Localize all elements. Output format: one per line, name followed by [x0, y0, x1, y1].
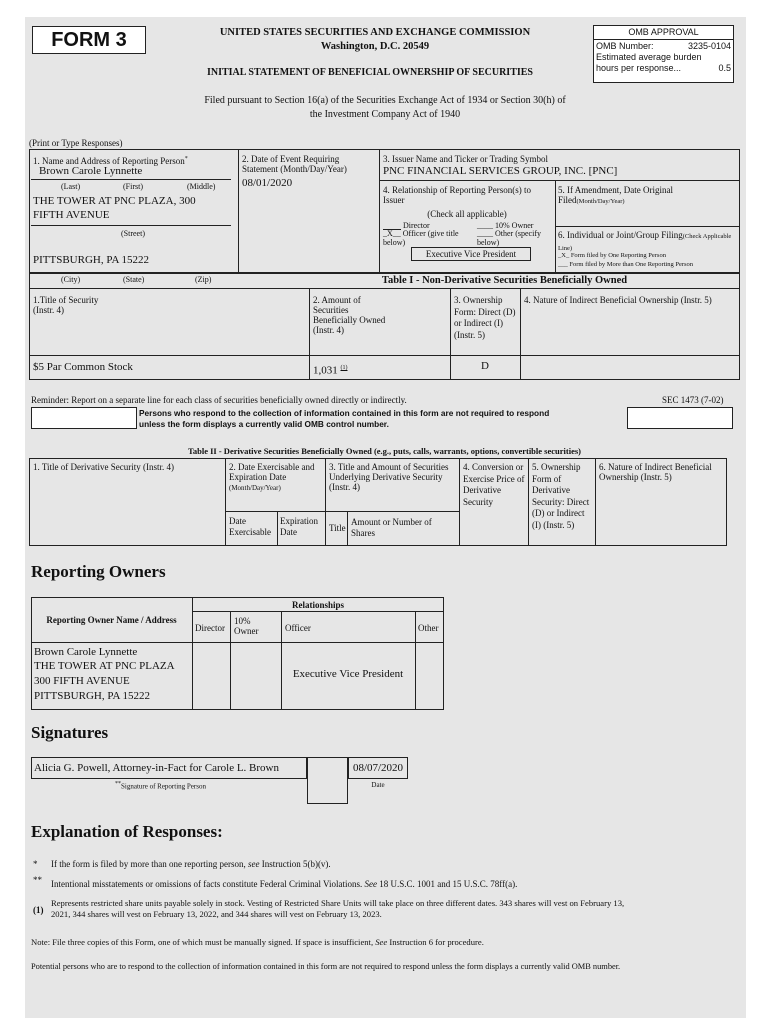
sec-number: SEC 1473 (7-02) — [662, 395, 724, 405]
explanation-2-mark: ** — [33, 875, 42, 885]
table2-sub-amount: Amount or Number of Shares — [351, 517, 432, 538]
other-option[interactable]: ____ Other (specify below) — [477, 229, 541, 247]
table2-col2-small: (Month/Day/Year) — [229, 484, 281, 492]
omb-hours-value: 0.5 — [718, 63, 731, 73]
explanation-3-line2: 2021, 344 shares will vest on February 13, 2022, and 344 shares will vest on February 13, 2023. — [51, 909, 382, 919]
box3-label: 3. Issuer Name and Ticker or Trading Symbol — [383, 154, 548, 164]
filed-pursuant-line2: the Investment Company Act of 1940 — [309, 109, 461, 120]
omb-approval-box — [593, 25, 734, 83]
reminder-text: Reminder: Report on a separate line for each class of securities beneficially owned directly or indirectly. — [31, 395, 407, 405]
filed-pursuant-line1: Filed pursuant to Section 16(a) of the Securities Exchange Act of 1934 or Section 30(h) of — [204, 95, 566, 106]
reporting-person-name: Brown Carole Lynnette — [39, 165, 143, 177]
col-owner-name: Reporting Owner Name / Address — [46, 615, 177, 625]
reporting-owners-heading: Reporting Owners — [31, 562, 166, 581]
reminder-left-box — [31, 407, 137, 429]
street-line2: FIFTH AVENUE — [33, 209, 110, 221]
table1-col1: 1.Title of Security (Instr. 4) — [33, 295, 99, 315]
table2-col2: 2. Date Exercisable and Expiration Date (Month/Day/Year) — [229, 462, 315, 492]
street-line1: THE TOWER AT PNC PLAZA, 300 — [33, 195, 196, 207]
check-all-applicable: (Check all applicable) — [427, 209, 507, 219]
box2-label: 2. Date of Event Requiring Statement (Month/Day/Year) — [242, 154, 347, 174]
table2-sub-title: Title — [329, 523, 346, 533]
explanation-3-mark: (1) — [33, 905, 44, 915]
table2-col6: 6. Nature of Indirect Beneficial Ownership (Instr. 5) — [599, 462, 712, 482]
col-other: Other — [418, 623, 439, 633]
director-option[interactable]: Director — [383, 221, 473, 230]
col-relationships: Relationships — [291, 600, 344, 610]
owner-line2: THE TOWER AT PNC PLAZA — [34, 660, 175, 672]
event-date: 08/01/2020 — [242, 177, 293, 189]
box5-label-small: (Month/Day/Year) — [576, 198, 625, 205]
explanation-1: If the form is filed by more than one reporting person, see Instruction 5(b)(v). — [51, 859, 331, 869]
omb-title: OMB APPROVAL — [594, 26, 733, 40]
form-label: FORM 3 — [32, 26, 146, 54]
security-title-value: $5 Par Common Stock — [33, 361, 133, 373]
signatures-heading: Signatures — [31, 723, 109, 742]
print-note: (Print or Type Responses) — [29, 138, 123, 148]
table2-col1: 1. Title of Derivative Security (Instr. 4) — [33, 462, 174, 472]
more-reporting-persons-option[interactable]: ___ Form filed by More than One Reporting Person — [558, 261, 694, 268]
date-caption: Date — [371, 781, 385, 789]
box1-label: 1. Name and Address of Reporting Person* — [33, 156, 188, 166]
signer-caption: **Signature of Reporting Person — [115, 781, 206, 791]
form-title: INITIAL STATEMENT OF BENEFICIAL OWNERSHIP OF SECURITIES — [206, 67, 533, 78]
form-page — [25, 17, 746, 1018]
table2-title: Table II - Derivative Securities Beneficially Owned (e.g., puts, calls, warrants, options, convertible securities) — [187, 446, 581, 456]
agency-line1: UNITED STATES SECURITIES AND EXCHANGE COMMISSION — [219, 27, 531, 38]
omb-number-value: 3235-0104 — [687, 41, 731, 51]
label-street: (Street) — [121, 229, 145, 238]
footnote-1-link[interactable]: (1) — [340, 365, 348, 371]
table1-title: Table I - Non-Derivative Securities Beneficially Owned — [381, 275, 628, 286]
one-reporting-person-option[interactable]: _X_ Form filed by One Reporting Person — [558, 252, 666, 259]
omb-hours-label: hours per response... — [596, 63, 682, 73]
persons-respond-line1: Persons who respond to the collection of information contained in this form are not required to respond — [139, 408, 550, 418]
table1-col3: 3. Ownership Form: Direct (D) or Indirect (I) (Instr. 5) — [454, 295, 516, 340]
owner-line3: 300 FIFTH AVENUE — [34, 675, 130, 687]
signer-caption-mark: ** — [115, 781, 121, 787]
omb-burden-line: Estimated average burden — [596, 52, 702, 62]
signature-spacer-box — [307, 757, 348, 804]
col-director: Director — [195, 623, 225, 633]
box1-label-mark: * — [184, 156, 188, 162]
table2-col5: 5. Ownership Form of Derivative Security: Direct (D) or Indirect (I) (Instr. 5) — [532, 462, 590, 530]
table2-sub-date-exercisable: Date Exercisable — [229, 516, 271, 537]
table1-col2: 2. Amount of Securities Beneficially Owned (Instr. 4) — [313, 295, 386, 335]
box6-label-small: (Check Applicable Line) — [558, 233, 732, 252]
box4-label: 4. Relationship of Reporting Person(s) to Issuer — [383, 185, 531, 205]
table2-col3: 3. Title and Amount of Securities Underlying Derivative Security (Instr. 4) — [329, 462, 449, 492]
ten-percent-option[interactable]: ____ 10% Owner — [477, 221, 534, 230]
owner-officer-value: Executive Vice President — [292, 668, 404, 680]
file-copies-note: Note: File three copies of this Form, one of which must be manually signed. If space is insufficient, See Instruction 6 for procedure. — [31, 937, 484, 947]
omb-number-label: OMB Number: — [596, 41, 654, 51]
label-zip: (Zip) — [195, 275, 212, 284]
explanation-3-line1: Represents restricted share units payable solely in stock. Vesting of Restricted Share Units will take place on three different dates. 343 shares will vest on February 13, — [51, 898, 625, 908]
box6-label: 6. Individual or Joint/Group Filing(Check Applicable Line) — [558, 230, 732, 252]
signer-name: Alicia G. Powell, Attorney-in-Fact for Carole L. Brown — [34, 762, 280, 774]
table2-col4: 4. Conversion or Exercise Price of Derivative Security — [463, 462, 525, 507]
table1-col4: 4. Nature of Indirect Beneficial Ownership (Instr. 5) — [524, 295, 712, 305]
explanation-1-mark: * — [33, 859, 38, 869]
col-officer: Officer — [285, 623, 311, 633]
signature-date: 08/07/2020 — [352, 762, 404, 774]
reminder-right-box — [627, 407, 733, 429]
label-state: (State) — [123, 275, 145, 284]
owner-line1: Brown Carole Lynnette — [34, 646, 138, 658]
explanation-heading: Explanation of Responses: — [31, 822, 223, 841]
city-line: PITTSBURGH, PA 15222 — [33, 254, 150, 266]
owner-line4: PITTSBURGH, PA 15222 — [34, 690, 151, 702]
col-ten-percent: 10% Owner — [234, 616, 259, 636]
label-city: (City) — [61, 275, 81, 284]
officer-option[interactable]: _X__ Officer (give title below) — [383, 229, 459, 247]
officer-title-box: Executive Vice President — [411, 247, 531, 261]
explanation-2: Intentional misstatements or omissions of facts constitute Federal Criminal Violations. See 18 U.S.C. 1001 and 15 U.S.C. 78ff(a). — [51, 879, 518, 889]
issuer-name: PNC FINANCIAL SERVICES GROUP, INC. [PNC] — [383, 165, 618, 177]
amount-owned-value: 1,031 $^{(1)}$ — [313, 364, 348, 377]
agency-line2: Washington, D.C. 20549 — [320, 41, 430, 52]
label-middle: (Middle) — [187, 182, 216, 191]
label-first: (First) — [123, 182, 143, 191]
box5-label: 5. If Amendment, Date Original Filed(Month/Day/Year) — [558, 185, 673, 205]
potential-persons-note: Potential persons who are to respond to the collection of information contained in this form are not required to respond unless the form displays a currently valid OMB number. — [31, 962, 621, 971]
label-last: (Last) — [61, 182, 81, 191]
persons-respond-line2: unless the form displays a currently valid OMB control number. — [139, 419, 389, 429]
table2-sub-expiration: Expiration Date — [280, 516, 318, 537]
ownership-form-value: D — [481, 360, 489, 372]
